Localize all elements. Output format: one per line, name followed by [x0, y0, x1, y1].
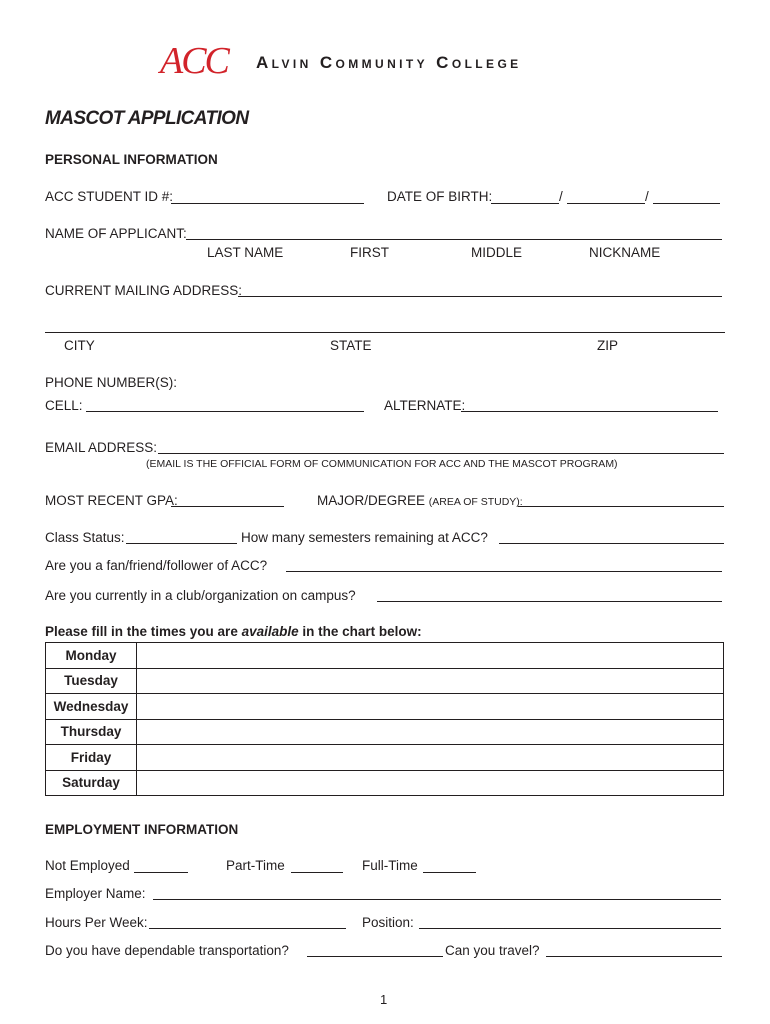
transportation-label: Do you have dependable transportation? [45, 943, 289, 958]
table-row [46, 770, 724, 796]
table-row [46, 668, 724, 694]
student-id-field[interactable] [171, 203, 364, 204]
day-label-saturday: Saturday [46, 770, 137, 796]
college-name: Alvin Community College [256, 53, 522, 72]
travel-field[interactable] [546, 956, 722, 957]
availability-cell-saturday[interactable] [137, 770, 724, 796]
availability-cell-wednesday[interactable] [137, 694, 724, 720]
table-row [46, 745, 724, 771]
day-label-monday: Monday [46, 643, 137, 669]
day-label-wednesday: Wednesday [46, 694, 137, 720]
availability-instruction-emphasis: available [241, 624, 299, 639]
full-time-label: Full-Time [362, 858, 418, 873]
position-label: Position: [362, 915, 414, 930]
availability-instruction-post: in the chart below: [298, 624, 422, 639]
part-time-label: Part-Time [226, 858, 285, 873]
major-label [317, 493, 523, 508]
travel-label: Can you travel? [445, 943, 540, 958]
fan-label: Are you a fan/friend/follower of ACC? [45, 558, 268, 573]
dob-month-field[interactable] [491, 203, 559, 204]
page-title: MASCOT APPLICATION [45, 108, 249, 129]
dob-year-field[interactable] [653, 203, 720, 204]
major-field[interactable] [518, 506, 724, 507]
day-label-thursday: Thursday [46, 719, 137, 745]
gpa-field[interactable] [171, 506, 284, 507]
not-employed-field[interactable] [134, 872, 188, 873]
semesters-field[interactable] [499, 543, 724, 544]
gpa-label: MOST RECENT GPA: [45, 493, 178, 508]
cell-label: CELL: [45, 398, 83, 413]
mailing-address-line2-field[interactable] [45, 332, 725, 333]
name-part-first: FIRST [350, 245, 389, 260]
table-row [46, 719, 724, 745]
availability-instruction-pre: Please fill in the times you are [45, 624, 242, 639]
cell-field[interactable] [86, 411, 364, 412]
email-note: (EMAIL IS THE OFFICIAL FORM OF COMMUNICATION FOR ACC AND THE MASCOT PROGRAM) [146, 458, 618, 470]
alternate-field[interactable] [461, 411, 718, 412]
employer-name-field[interactable] [153, 899, 721, 900]
availability-cell-thursday[interactable] [137, 719, 724, 745]
section-heading-personal: PERSONAL INFORMATION [45, 152, 218, 167]
major-label-note: (AREA OF STUDY): [428, 496, 523, 508]
position-field[interactable] [419, 928, 721, 929]
availability-instruction [45, 624, 422, 639]
name-part-nickname: NICKNAME [589, 245, 661, 260]
semesters-label: How many semesters remaining at ACC? [241, 530, 488, 545]
email-label: EMAIL ADDRESS: [45, 440, 158, 455]
fan-field[interactable] [286, 571, 722, 572]
address-part-state: STATE [330, 338, 372, 353]
availability-cell-friday[interactable] [137, 745, 724, 771]
dob-day-field[interactable] [567, 203, 645, 204]
name-part-middle: MIDDLE [471, 245, 523, 260]
name-part-last: LAST NAME [207, 245, 284, 260]
availability-cell-tuesday[interactable] [137, 668, 724, 694]
address-part-city: CITY [64, 338, 95, 353]
availability-cell-monday[interactable] [137, 643, 724, 669]
section-heading-employment: EMPLOYMENT INFORMATION [45, 822, 239, 837]
page-number: 1 [380, 992, 388, 1007]
alternate-label: ALTERNATE: [384, 398, 466, 413]
club-field[interactable] [377, 601, 722, 602]
major-label-text: MAJOR/DEGREE [317, 493, 426, 508]
hours-per-week-field[interactable] [149, 928, 346, 929]
applicant-name-label: NAME OF APPLICANT: [45, 226, 187, 241]
mailing-address-field[interactable] [238, 296, 722, 297]
day-label-friday: Friday [46, 745, 137, 771]
hours-per-week-label: Hours Per Week: [45, 915, 148, 930]
part-time-field[interactable] [291, 872, 343, 873]
mailing-address-label: CURRENT MAILING ADDRESS: [45, 283, 243, 298]
day-label-tuesday: Tuesday [46, 668, 137, 694]
employer-name-label: Employer Name: [45, 886, 146, 901]
table-row [46, 694, 724, 720]
dob-label: DATE OF BIRTH: [387, 189, 493, 204]
applicant-name-field[interactable] [186, 239, 722, 240]
club-label: Are you currently in a club/organization on campus? [45, 588, 356, 603]
not-employed-label: Not Employed [45, 858, 130, 873]
dob-separator: / [559, 189, 563, 204]
dob-separator: / [645, 189, 649, 204]
email-field[interactable] [158, 453, 724, 454]
availability-table [45, 642, 724, 796]
table-row [46, 643, 724, 669]
class-status-field[interactable] [126, 543, 237, 544]
student-id-label: ACC STUDENT ID #: [45, 189, 174, 204]
phone-numbers-label: PHONE NUMBER(S): [45, 375, 178, 390]
address-part-zip: ZIP [597, 338, 619, 353]
transportation-field[interactable] [307, 956, 443, 957]
full-time-field[interactable] [423, 872, 476, 873]
class-status-label: Class Status: [45, 530, 125, 545]
acc-logo-mark: ACC [160, 40, 228, 82]
